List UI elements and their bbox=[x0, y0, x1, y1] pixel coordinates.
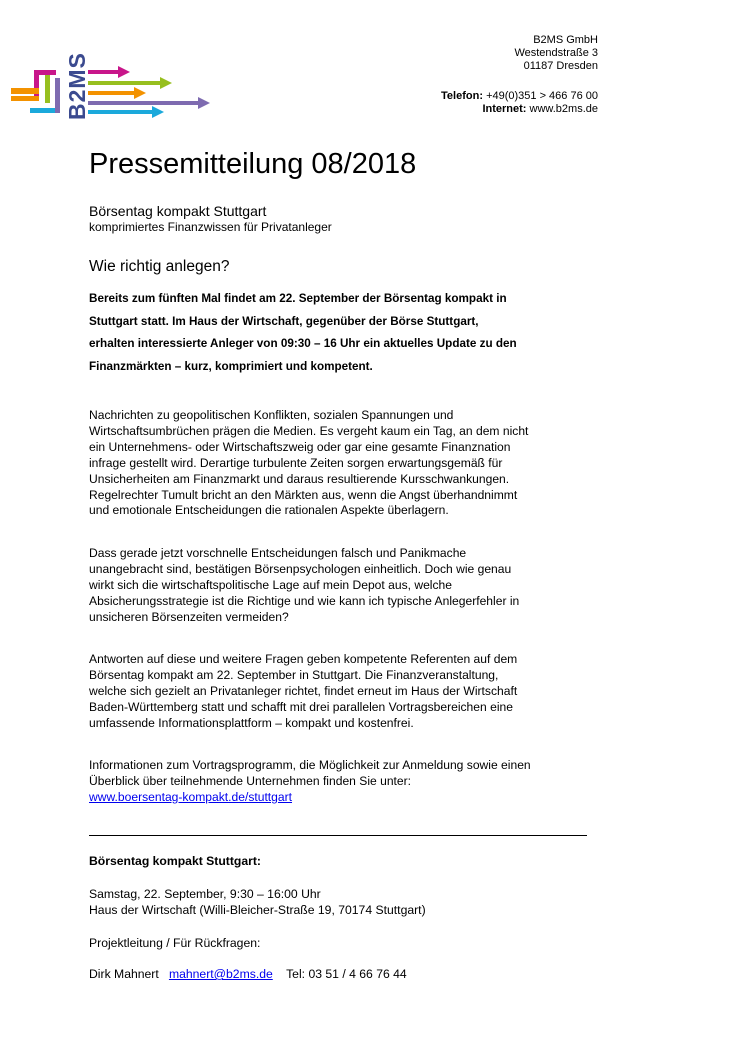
logo-arrows bbox=[88, 66, 210, 118]
text-line: Unsicherheiten am Finanzmarkt und daraus resultierende Kursschwankungen. bbox=[89, 471, 510, 486]
text-line: Regelrechter Tumult bricht an den Märkten aus, wenn die Angst überhandnimmt bbox=[89, 487, 518, 502]
subtitle-secondary: komprimiertes Finanzwissen für Privatanleger bbox=[89, 220, 332, 234]
text-line: Nachrichten zu geopolitischen Konflikten, sozialen Spannungen und bbox=[89, 408, 454, 422]
lead-line: Stuttgart statt. Im Haus der Wirtschaft, gegenüber der Börse Stuttgart, bbox=[89, 314, 479, 328]
text-line: Börsentag kompakt am 22. September in Stuttgart. Die Finanzveranstaltung, bbox=[89, 667, 499, 682]
contact-phone: Tel: 03 51 / 4 66 76 44 bbox=[286, 967, 407, 981]
text-line: Antworten auf diese und weitere Fragen geben kompetente Referenten auf dem bbox=[89, 652, 518, 666]
contact-heading: Projektleitung / Für Rückfragen: bbox=[89, 936, 261, 950]
company-internet bbox=[482, 103, 598, 116]
text-line: ein Unternehmens- oder Wirtschaftszweig oder gar eine gesamte Finanznation bbox=[89, 439, 511, 454]
event-place: Haus der Wirtschaft (Willi-Bleicher-Straße 19, 70174 Stuttgart) bbox=[89, 903, 426, 917]
company-name: B2MS GmbH bbox=[533, 34, 598, 46]
text-line: Absicherungsstrategie ist die Richtige und wie kann ich typische Anlegerfehler in bbox=[89, 593, 520, 608]
subtitle: Börsentag kompakt Stuttgart bbox=[89, 203, 267, 219]
phone-value: +49(0)351 > 466 76 00 bbox=[486, 90, 598, 102]
b2ms-logo bbox=[8, 38, 223, 122]
website-link[interactable]: www.boersentag-kompakt.de/stuttgart bbox=[89, 789, 293, 804]
text-line: und emotionale Entscheidungen die rationalen Aspekte überlagern. bbox=[89, 503, 449, 518]
text-line: Baden-Württemberg statt und schafft mit drei parallelen Vortragsbereichen eine bbox=[89, 699, 513, 714]
text-line: infrage gestellt wird. Derartige turbulente Zeiten sorgen erwartungsgemäß für bbox=[89, 455, 503, 470]
paragraph-4 bbox=[89, 758, 609, 806]
paragraph-1 bbox=[89, 408, 609, 519]
company-city: 01187 Dresden bbox=[523, 60, 598, 72]
text-line: unsicheren Börsenzeiten vermeiden? bbox=[89, 609, 289, 624]
phone-label: Telefon: bbox=[441, 90, 483, 102]
event-date: Samstag, 22. September, 9:30 – 16:00 Uhr bbox=[89, 887, 321, 901]
text-line: unangebracht sind, bestätigen Börsenpsychologen einheitlich. Doch wie genau bbox=[89, 561, 512, 576]
event-heading: Börsentag kompakt Stuttgart: bbox=[89, 854, 261, 868]
text-line: Wirtschaftsumbrüchen prägen die Medien. Es vergeht kaum ein Tag, an dem nicht bbox=[89, 423, 529, 438]
logo-stripes bbox=[11, 70, 60, 113]
text-line: welche sich gezielt an Privatanleger richtet, findet erneut im Haus der Wirtschaft bbox=[89, 683, 518, 698]
text-line: Dass gerade jetzt vorschnelle Entscheidungen falsch und Panikmache bbox=[89, 546, 467, 560]
text-line: umfassende Informationsplattform – kompakt und kostenfrei. bbox=[89, 715, 414, 730]
contact-line bbox=[89, 966, 407, 982]
text-line: Überblick über teilnehmende Unternehmen finden Sie unter: bbox=[89, 773, 412, 788]
contact-email-link[interactable]: mahnert@b2ms.de bbox=[168, 967, 273, 981]
company-street: Westendstraße 3 bbox=[514, 47, 598, 59]
lead-line: erhalten interessierte Anleger von 09:30 – 16 Uhr ein aktuelles Update zu den bbox=[89, 337, 517, 350]
divider bbox=[89, 835, 587, 836]
lead-paragraph bbox=[89, 288, 619, 378]
internet-label: Internet: bbox=[482, 103, 527, 115]
paragraph-2 bbox=[89, 546, 609, 626]
paragraph-3 bbox=[89, 652, 609, 732]
internet-value: www.b2ms.de bbox=[529, 103, 598, 115]
text-line: wirkt sich die wirtschaftspolitische Lage auf mein Depot aus, welche bbox=[89, 577, 452, 592]
text-line: Informationen zum Vortragsprogramm, die Möglichkeit zur Anmeldung sowie einen bbox=[89, 758, 531, 772]
contact-name: Dirk Mahnert bbox=[89, 967, 159, 981]
logo-text: B2MS bbox=[64, 52, 90, 120]
company-phone bbox=[441, 90, 598, 103]
question-heading: Wie richtig anlegen? bbox=[89, 258, 230, 275]
lead-line: Finanzmärkten – kurz, komprimiert und kompetent. bbox=[89, 359, 373, 373]
page-title: Pressemitteilung 08/2018 bbox=[89, 148, 417, 180]
lead-line: Bereits zum fünften Mal findet am 22. September der Börsentag kompakt in bbox=[89, 292, 507, 305]
